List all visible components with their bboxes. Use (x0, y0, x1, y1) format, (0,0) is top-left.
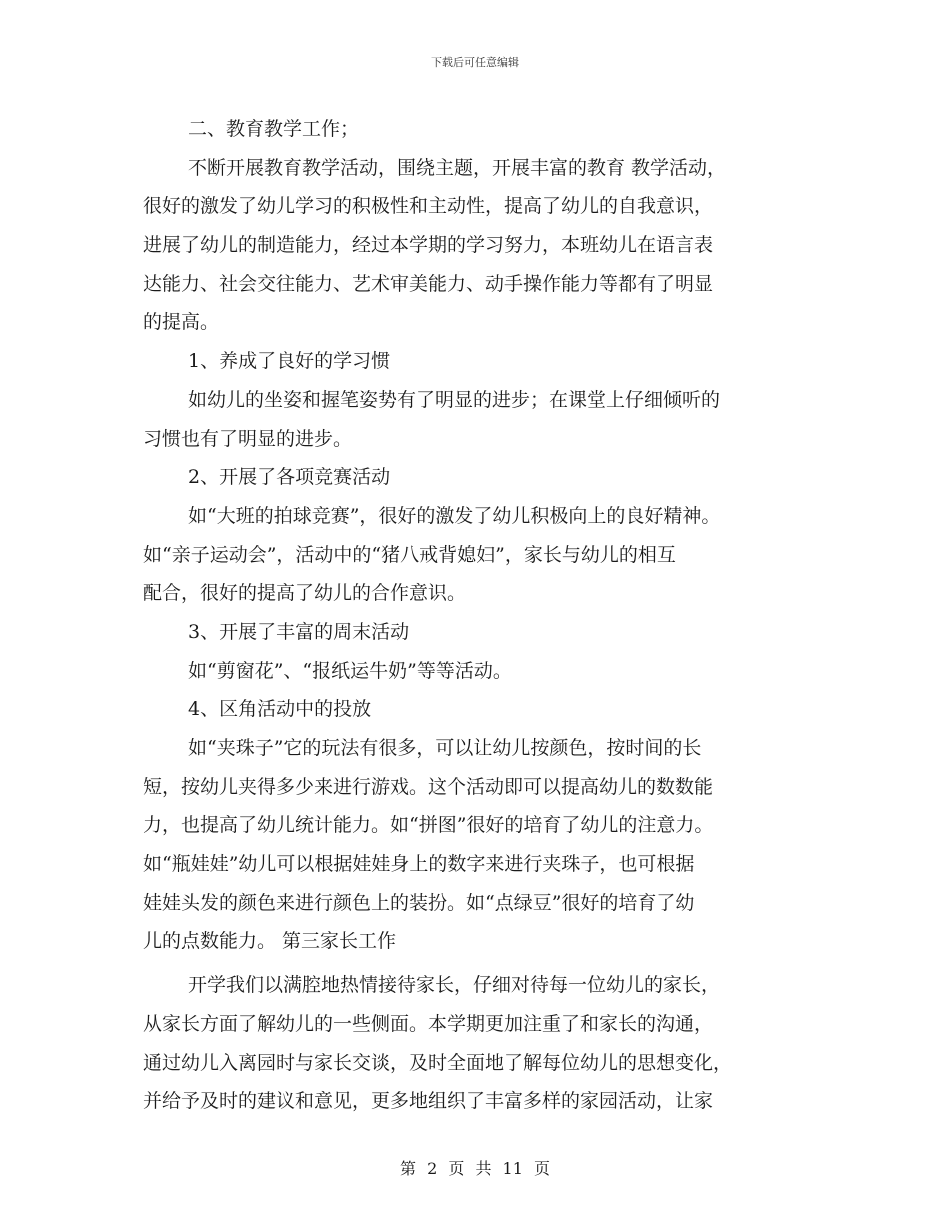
text-line: 2、开展了各项竞赛活动 (188, 466, 391, 489)
text-line: 短，按幼儿夹得多少来进行游戏。这个活动即可以提高幼儿的数数能 (143, 775, 714, 798)
text-line: 3、开展了丰富的周末活动 (188, 620, 410, 643)
text-line: 通过幼儿入离园时与家长交谈，及时全面地了解每位幼儿的思想变化， (143, 1051, 733, 1074)
page-footer: 第 2 页 共 11 页 (400, 1159, 550, 1178)
text-line: 的提高。 (143, 311, 220, 334)
text-line: 儿的点数能力。 第三家长工作 (143, 930, 397, 953)
text-line: 习惯也有了明显的进步。 (143, 427, 353, 450)
text-line: 不断开展教育教学活动，围绕主题，开展丰富的教育 教学活动， (188, 156, 727, 179)
text-line: 并给予及时的建议和意见，更多地组织了丰富多样的家园活动，让家 (143, 1090, 714, 1113)
text-line: 从家长方面了解幼儿的一些侧面。本学期更加注重了和家长的沟通， (143, 1012, 714, 1035)
text-line: 如“夹珠子”它的玩法有很多，可以让幼儿按颜色，按时间的长 (188, 737, 702, 759)
text-line: 配合，很好的提高了幼儿的合作意识。 (143, 582, 467, 605)
text-line: 4、区角活动中的投放 (188, 698, 372, 721)
text-line: 达能力、社会交往能力、艺术审美能力、动手操作能力等都有了明显 (143, 272, 714, 295)
text-line: 娃娃头发的颜色来进行颜色上的装扮。如“点绿豆”很好的培育了幼 (143, 891, 695, 914)
text-line: 进展了幼儿的制造能力，经过本学期的学习努力，本班幼儿在语言表 (143, 234, 714, 257)
text-line: 如幼儿的坐姿和握笔姿势有了明显的进步；在课堂上仔细倾听的 (188, 388, 721, 411)
text-line: 开学我们以满腔地热情接待家长，仔细对待每一位幼儿的家长， (188, 974, 721, 997)
text-line: 力，也提高了幼儿统计能力。如“拼图”很好的培育了幼儿的注意力。 (143, 814, 714, 837)
text-line: 如“亲子运动会”，活动中的“猪八戒背媳妇”，家长与幼儿的相互 (143, 543, 676, 566)
text-line: 如“剪窗花”、“报纸运牛奶”等等活动。 (188, 659, 512, 682)
text-line: 如“大班的拍球竞赛”，很好的激发了幼儿积极向上的良好精神。 (188, 504, 721, 527)
page-header: 下载后可任意编辑 (431, 56, 519, 69)
document-body (143, 110, 813, 1121)
text-line: 如“瓶娃娃”幼儿可以根据娃娃身上的数字来进行夹珠子，也可根据 (143, 853, 695, 876)
text-line: 1、养成了良好的学习惯 (188, 350, 391, 373)
text-line: 二、教育教学工作； (188, 118, 360, 140)
text-line: 很好的激发了幼儿学习的积极性和主动性，提高了幼儿的自我意识， (143, 195, 714, 218)
